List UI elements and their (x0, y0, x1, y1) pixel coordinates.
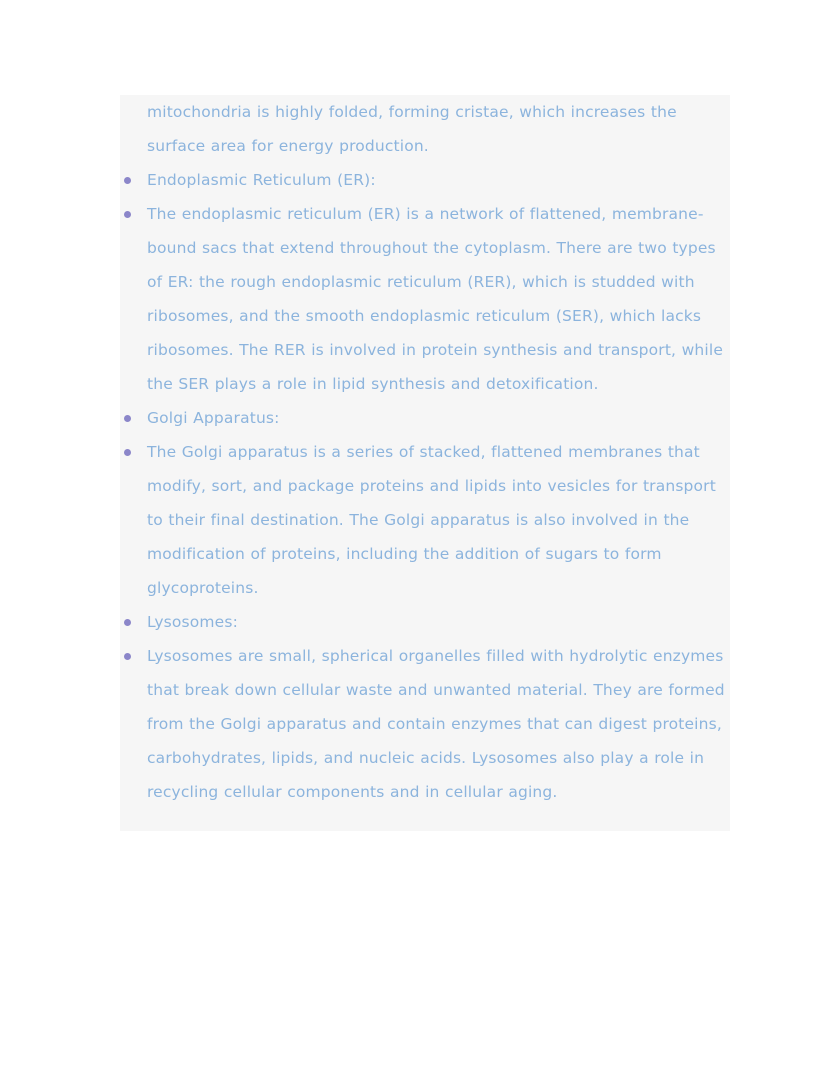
list-item-body: The endoplasmic reticulum (ER) is a network of flattened, membrane-bound sacs that extend throughout the cytoplasm. There are two types of ER: the rough endoplasmic reticulum (RER), which is studded with ribosomes, and the smooth endoplasmic reticulum (SER), which lacks ribosomes. The RER is involved in protein synthesis and transport, while the SER plays a role in lipid synthesis and detoxification. (147, 205, 724, 393)
bullet-point-icon (124, 211, 131, 218)
bullet-point-icon (124, 449, 131, 456)
bullet-point-icon (124, 415, 131, 422)
list-item-heading: Lysosomes: (147, 613, 238, 631)
list-item-body: Lysosomes are small, spherical organelles filled with hydrolytic enzymes that break down cellular waste and unwanted material. They are formed from the Golgi apparatus and contain enzymes that can digest proteins, carbohydrates, lipids, and nucleic acids. Lysosomes also play a role in recycling cellular components and in cellular aging. (147, 647, 725, 801)
bullet-point-icon (124, 619, 131, 626)
paragraph-text: mitochondria is highly folded, forming cristae, which increases the surface area for energy production. (147, 103, 677, 155)
bullet-point-icon (124, 653, 131, 660)
list-item (120, 95, 730, 163)
list-item (120, 163, 730, 197)
list-item (120, 435, 730, 605)
list-item (120, 639, 730, 809)
document-content-panel (120, 95, 730, 831)
list-item-body: The Golgi apparatus is a series of stacked, flattened membranes that modify, sort, and package proteins and lipids into vesicles for transport to their final destination. The Golgi apparatus is also involved in the modification of proteins, including the addition of sugars to form glycoproteins. (147, 443, 716, 597)
list-item (120, 605, 730, 639)
list-item-heading: Endoplasmic Reticulum (ER): (147, 171, 376, 189)
organelle-description-list (120, 95, 730, 809)
list-item (120, 197, 730, 401)
list-item (120, 401, 730, 435)
bullet-point-icon (124, 177, 131, 184)
list-item-heading: Golgi Apparatus: (147, 409, 280, 427)
